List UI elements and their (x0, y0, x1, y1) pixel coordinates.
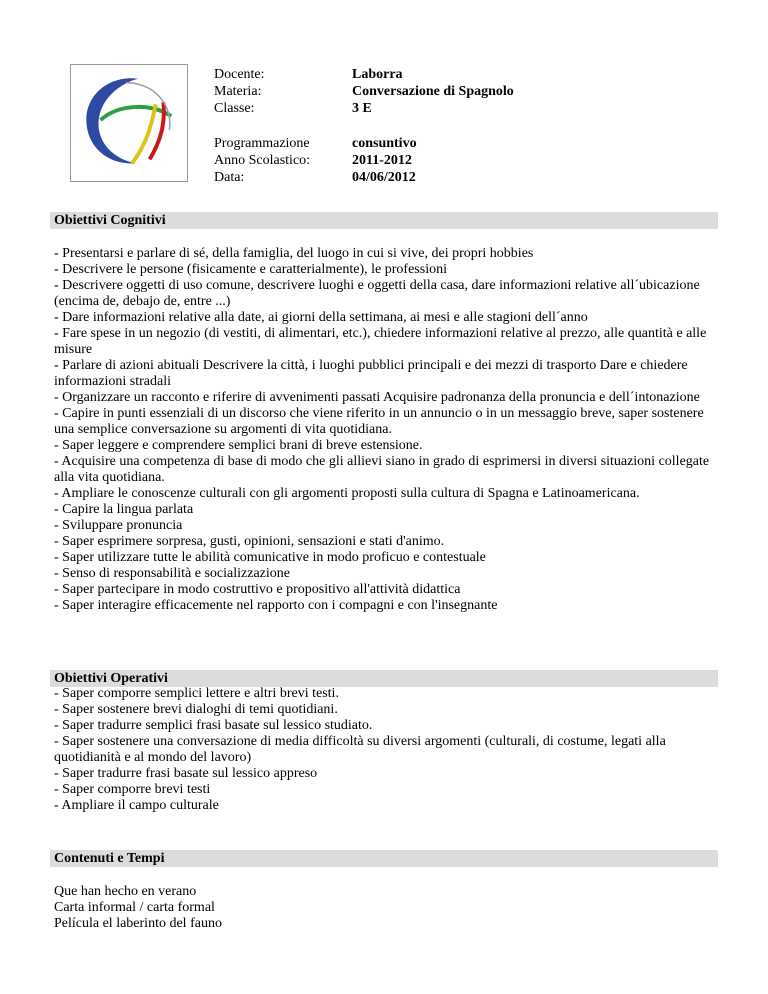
list-item: Película el laberinto del fauno (54, 916, 222, 931)
list-item: - Saper interagire efficacemente nel rapporto con i compagni e con l'insegnante (54, 598, 498, 613)
list-item: - Saper comporre brevi testi (54, 782, 211, 797)
list-item: - Capire in punti essenziali di un discorso che viene riferito in un annuncio o in un messaggio breve, saper sostenere una semplice conversazione su argomenti di vita quotidiana. (54, 406, 704, 437)
list-item: - Sviluppare pronuncia (54, 518, 183, 533)
section-header-cognitivi: Obiettivi Cognitivi (50, 212, 718, 229)
meta-row-data (214, 169, 614, 186)
meta-row-anno (214, 152, 614, 169)
document-meta (214, 66, 614, 186)
list-item: - Organizzare un racconto e riferire di avvenimenti passati Acquisire padronanza della pronuncia e dell´intonazione (54, 390, 700, 405)
meta-label: Data: (214, 170, 245, 185)
list-operativi (54, 686, 718, 814)
list-cognitivi (54, 246, 718, 614)
list-contenuti (54, 884, 718, 932)
list-item: - Saper esprimere sorpresa, gusti, opinioni, sensazioni e stati d'animo. (54, 534, 445, 549)
meta-value: 2011-2012 (352, 153, 412, 168)
list-item: - Saper leggere e comprendere semplici brani di breve estensione. (54, 438, 423, 453)
meta-row-classe (214, 100, 614, 117)
list-item: - Ampliare le conoscenze culturali con gli argomenti proposti sulla cultura di Spagna e Latinoamericana. (54, 486, 640, 501)
list-item: - Presentarsi e parlare di sé, della famiglia, del luogo in cui si vive, dei propri hobbies (54, 246, 534, 261)
list-item: - Saper tradurre frasi basate sul lessico appreso (54, 766, 318, 781)
meta-value: Conversazione di Spagnolo (352, 84, 514, 99)
list-item: - Parlare di azioni abituali Descrivere la città, i luoghi pubblici principali e dei mezzi di trasporto Dare e chiedere informazioni stradali (54, 358, 688, 389)
list-item: - Saper sostenere brevi dialoghi di temi quotidiani. (54, 702, 338, 717)
meta-label: Docente: (214, 67, 265, 82)
list-item: - Saper sostenere una conversazione di media difficoltà su diversi argomenti (culturali, di costume, legati alla quotidianità e al mondo del lavoro) (54, 734, 666, 765)
meta-label: Programmazione (214, 136, 310, 151)
list-item: - Acquisire una competenza di base di modo che gli allievi siano in grado di esprimersi in diversi situazioni collegate alla vita quotidiana. (54, 454, 710, 485)
list-item: - Descrivere oggetti di uso comune, descrivere luoghi e oggetti della casa, dare informazioni relative all´ubicazione (encima de, debajo de, entre ...) (54, 278, 700, 309)
section-header-operativi: Obiettivi Operativi (50, 670, 718, 687)
list-item: Carta informal / carta formal (54, 900, 215, 915)
section-header-contenuti: Contenuti e Tempi (50, 850, 718, 867)
school-logo (70, 64, 188, 182)
list-item: Que han hecho en verano (54, 884, 197, 899)
list-item: - Saper tradurre semplici frasi basate sul lessico studiato. (54, 718, 373, 733)
list-item: - Capire la lingua parlata (54, 502, 194, 517)
school-logo-icon (71, 65, 187, 181)
list-item: - Ampliare il campo culturale (54, 798, 219, 813)
meta-value: Laborra (352, 67, 403, 82)
list-item: - Saper utilizzare tutte le abilità comunicative in modo proficuo e contestuale (54, 550, 486, 565)
meta-value: 3 E (352, 101, 372, 116)
meta-value: consuntivo (352, 136, 417, 151)
meta-row-docente (214, 66, 614, 83)
meta-row-programmazione (214, 135, 614, 152)
list-item: - Fare spese in un negozio (di vestiti, di alimentari, etc.), chiedere informazioni relative al prezzo, alle quantità e alle misure (54, 326, 707, 357)
meta-label: Classe: (214, 101, 255, 116)
meta-label: Anno Scolastico: (214, 153, 311, 168)
meta-label: Materia: (214, 84, 262, 99)
list-item: - Saper comporre semplici lettere e altri brevi testi. (54, 686, 339, 701)
list-item: - Dare informazioni relative alla date, ai giorni della settimana, ai mesi e alle stagioni dell´anno (54, 310, 588, 325)
list-item: - Descrivere le persone (fisicamente e caratterialmente), le professioni (54, 262, 447, 277)
meta-value: 04/06/2012 (352, 170, 416, 185)
meta-row-materia (214, 83, 614, 100)
list-item: - Senso di responsabilità e socializzazione (54, 566, 290, 581)
list-item: - Saper partecipare in modo costruttivo e propositivo all'attività didattica (54, 582, 461, 597)
